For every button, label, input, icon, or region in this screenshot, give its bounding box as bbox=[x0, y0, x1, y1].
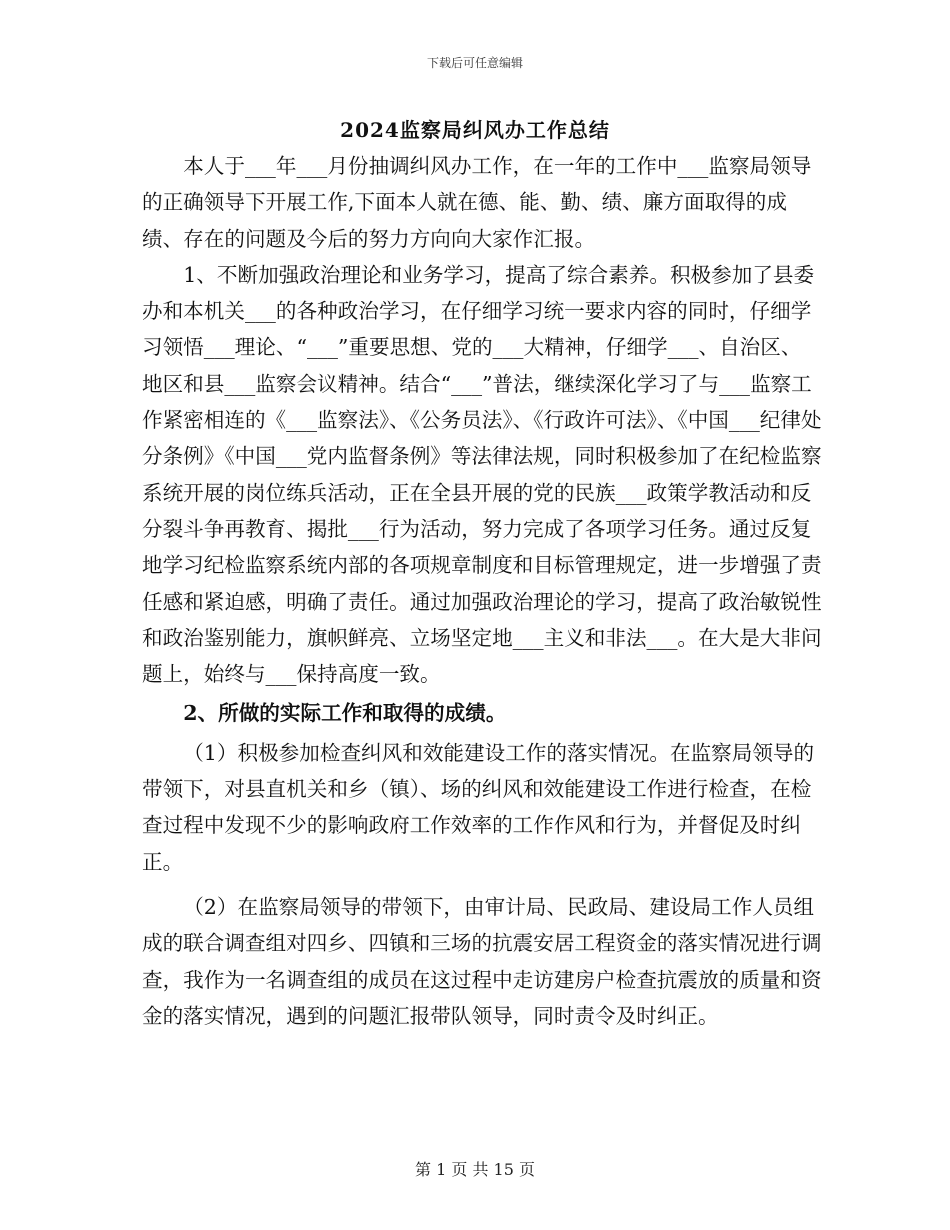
document-title: 2024监察局纠风办工作总结 bbox=[340, 118, 610, 142]
section-1-paragraph: 1、不断加强政治理论和业务学习，提高了综合素养。积极参加了县委办和本机关___的各种政治学习，在仔细学习统一要求内容的同时，仔细学习领悟___理论、“___”重要思想、党的___大精神，仔细学___、自治区、地区和县___监察会议精神。结合“___”普法，继续深化学习了与___监察工作紧密相连的《___监察法》、《公务员法》、《行政许可法》、《中国___纪律处分条例》《中国___党内监督条例》等法律法规，同时积极参加了在纪检监察系统开展的岗位练兵活动，正在全县开展的党的民族___政策学教活动和反分裂斗争再教育、揭批___行为活动，努力完成了各项学习任务。通过反复地学习纪检监察系统内部的各项规章制度和目标管理规定，进一步增强了责任感和紧迫感，明确了责任。通过加强政治理论的学习，提高了政治敏锐性和政治鉴别能力，旗帜鲜亮、立场坚定地___主义和非法___。在大是大非问题上，始终与___保持高度一致。 bbox=[142, 262, 822, 687]
item-2-paragraph: （2）在监察局领导的带领下，由审计局、民政局、建设局工作人员组成的联合调查组对四乡、四镇和三场的抗震安居工程资金的落实情况进行调查，我作为一名调查组的成员在这过程中走访建房户检查抗震放的质量和资金的落实情况，遇到的问题汇报带队领导，同时责令及时纠正。 bbox=[142, 894, 822, 1028]
page-number: 第 1 页 共 15 页 bbox=[415, 1160, 535, 1179]
document-body bbox=[142, 148, 822, 1034]
page-header: 下载后可任意编辑 bbox=[426, 56, 523, 70]
section-2-heading: 2、所做的实际工作和取得的成绩。 bbox=[183, 701, 507, 726]
item-1-paragraph: （1）积极参加检查纠风和效能建设工作的落实情况。在监察局领导的带领下，对县直机关和乡（镇）、场的纠风和效能建设工作进行检查，在检查过程中发现不少的影响政府工作效率的工作作风和行为，并督促及时纠正。 bbox=[142, 740, 815, 874]
intro-paragraph: 本人于___年___月份抽调纠风办工作，在一年的工作中___监察局领导的正确领导下开展工作,下面本人就在德、能、勤、绩、廉方面取得的成绩、存在的问题及今后的努力方向向大家作汇报。 bbox=[142, 154, 812, 251]
